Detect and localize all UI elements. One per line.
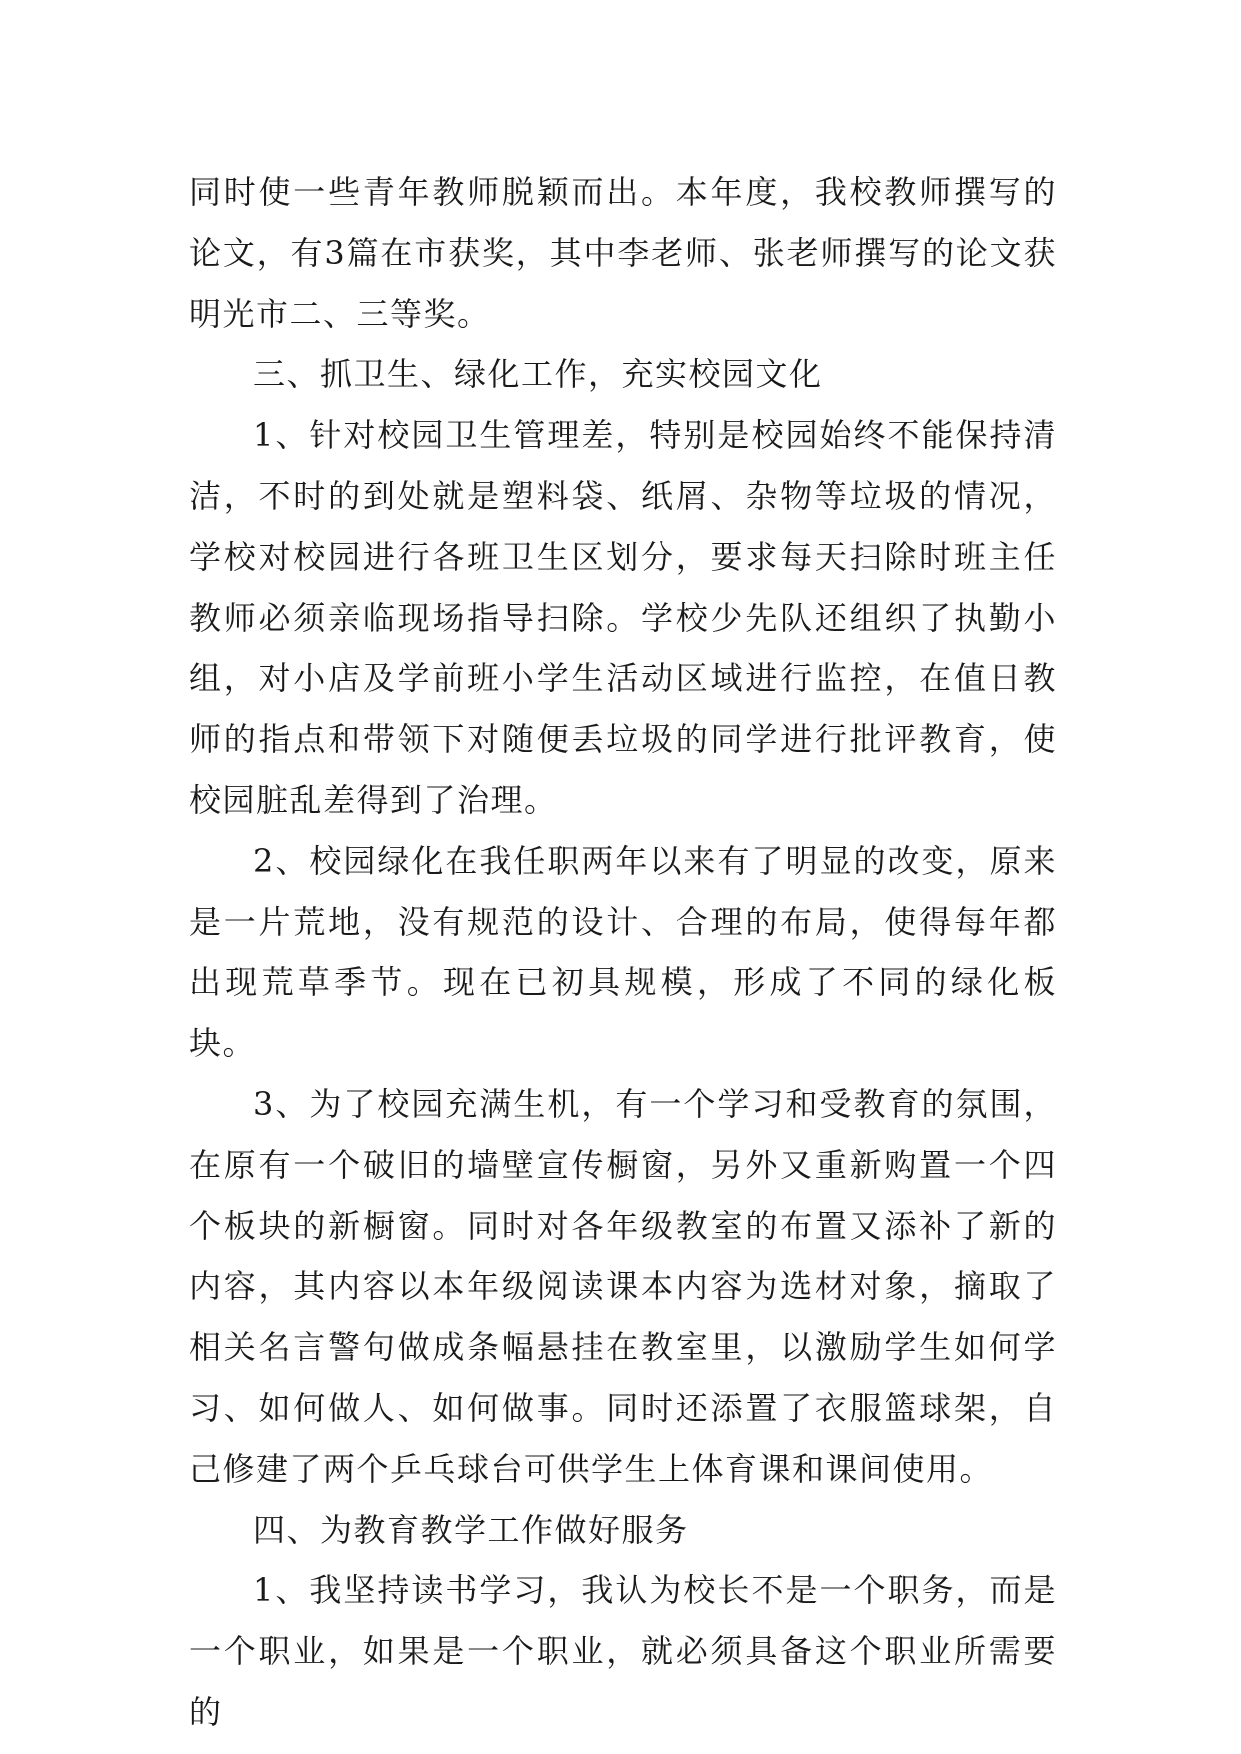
- document-body: [189, 162, 1057, 1743]
- paragraph-culture: 3、为了校园充满生机，有一个学习和受教育的氛围，在原有一个破旧的墙壁宣传橱窗，另外又重新购置一个四个板块的新橱窗。同时对各年级教室的布置又添补了新的内容，其内容以本年级阅读课本内容为选材对象，摘取了相关名言警句做成条幅悬挂在教室里，以激励学生如何学习、如何做人、如何做事。同时还添置了衣服篮球架，自己修建了两个乒乓球台可供学生上体育课和课间使用。: [189, 1084, 1057, 1488]
- paragraph-study: 1、我坚持读书学习，我认为校长不是一个职务，而是一个职业，如果是一个职业，就必须具备这个职业所需要的: [189, 1571, 1057, 1731]
- section-heading-3: 三、抓卫生、绿化工作，充实校园文化: [253, 355, 823, 394]
- paragraph-hygiene: 1、针对校园卫生管理差，特别是校园始终不能保持清洁，不时的到处就是塑料袋、纸屑、杂物等垃圾的情况，学校对校园进行各班卫生区划分，要求每天扫除时班主任教师必须亲临现场指导扫除。学校少先队还组织了执勤小组，对小店及学前班小学生活动区域进行监控，在值日教师的指点和带领下对随便丢垃圾的同学进行批评教育，使校园脏乱差得到了治理。: [189, 416, 1057, 819]
- section-heading-4: 四、为教育教学工作做好服务: [253, 1510, 689, 1549]
- paragraph-1: 同时使一些青年教师脱颖而出。本年度，我校教师撰写的论文，有3篇在市获奖，其中李老师、张老师撰写的论文获明光市二、三等奖。: [189, 173, 1057, 333]
- paragraph-greening: 2、校园绿化在我任职两年以来有了明显的改变，原来是一片荒地，没有规范的设计、合理的布局，使得每年都出现荒草季节。现在已初具规模，形成了不同的绿化板块。: [189, 841, 1057, 1063]
